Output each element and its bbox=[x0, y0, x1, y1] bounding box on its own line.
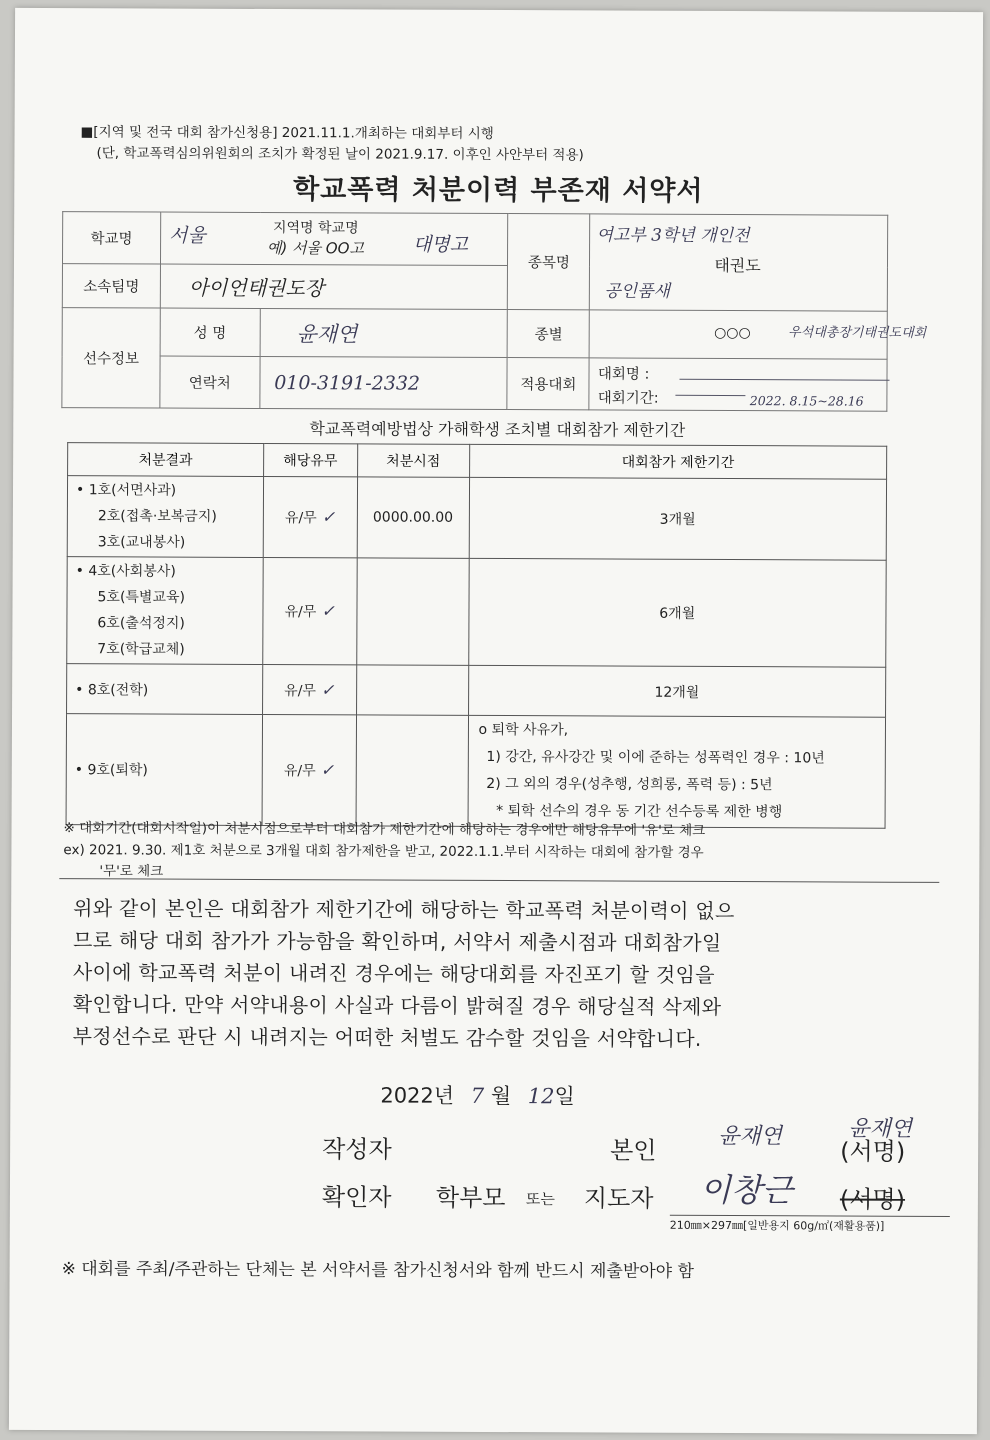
event-division-handwriting: 여고부 3학년 개인전 bbox=[596, 225, 750, 247]
self-signature: 윤재연 bbox=[848, 1116, 913, 1142]
measure-item: 6호(출석정지) bbox=[97, 615, 185, 632]
coach-signature: 이창근 bbox=[699, 1170, 793, 1210]
measure-item: • 8호(전학) bbox=[75, 681, 149, 698]
pledge-line: 므로 해당 대회 참가가 가능함을 확인하며, 서약서 제출시점과 대회참가일 bbox=[72, 928, 722, 955]
pledge-line: 위와 같이 본인은 대회참가 제한기간에 해당하는 학교폭력 처분이력이 없으 bbox=[73, 896, 735, 924]
table-row bbox=[67, 664, 263, 715]
expulsion-limit bbox=[468, 715, 886, 828]
date-month-handwriting: 7 bbox=[470, 1083, 485, 1108]
limit-period: 6개월 bbox=[468, 558, 886, 667]
date-day-handwriting: 12 bbox=[527, 1084, 555, 1109]
expulsion-line: 1) 강간, 유사강간 및 이에 준하는 성폭력인 경우 : 10년 bbox=[486, 748, 825, 767]
sign-label-2: (서명) bbox=[839, 1185, 906, 1214]
header-note-1: ■[지역 및 전국 대회 참가신청용] 2021.11.1.개최하는 대회부터 시행 bbox=[80, 124, 494, 142]
or-label: 또는 bbox=[525, 1190, 555, 1209]
team-label: 소속팀명 bbox=[62, 264, 160, 308]
document-title: 학교폭력 처분이력 부존재 서약서 bbox=[293, 174, 704, 207]
measure-item: 7호(학급교체) bbox=[97, 641, 185, 658]
self-label: 본인 bbox=[610, 1136, 657, 1165]
expulsion-line: 2) 그 외의 경우(성추행, 성희롱, 폭력 등) : 5년 bbox=[486, 775, 773, 794]
example-note: ex) 2021. 9.30. 제1호 처분으로 3개월 대회 참가제한을 받고, 2022.1.1.부터 시작하는 대회에 참가할 경우 bbox=[63, 842, 704, 861]
school-cell bbox=[160, 212, 508, 266]
paper-spec: 210㎜×297㎜[일반용지 60g/㎡(재활용품)] bbox=[669, 1218, 885, 1233]
divider bbox=[59, 878, 939, 883]
expulsion-line: * 퇴학 선수의 경우 동 기간 선수등록 제한 병행 bbox=[496, 803, 783, 821]
contact-handwriting: 010-3191-2332 bbox=[274, 371, 421, 395]
pledge-text bbox=[73, 892, 735, 1055]
example-note-cont: '무'로 체크 bbox=[99, 863, 164, 880]
col-limit: 대회참가 제한기간 bbox=[469, 444, 887, 479]
category-cell bbox=[589, 310, 927, 359]
school-name-handwriting: 대명고 bbox=[412, 233, 469, 256]
document-page bbox=[9, 8, 983, 1434]
applicable-checkbox[interactable]: 유/무 ✓ bbox=[262, 664, 356, 714]
coach-label: 지도자 bbox=[583, 1184, 654, 1213]
pledge-line: 확인합니다. 만약 서약내용이 사실과 다름이 밝혀질 경우 해당실적 삭제와 bbox=[72, 992, 722, 1019]
measure-date: 0000.00.00 bbox=[357, 477, 469, 558]
col-applicable: 해당유무 bbox=[263, 443, 357, 476]
measure-date bbox=[356, 665, 468, 715]
meet-date-strikeout bbox=[676, 385, 746, 396]
check-note: ※ 대회기간(대회시작일)이 처분시점으로부터 대회참가 제한기간에 해당하는 경우에만 해당유무에 '유'로 체크 bbox=[63, 820, 706, 839]
applicant-info-table bbox=[61, 211, 927, 412]
table-row bbox=[67, 476, 263, 558]
meet-date-label: 대회기간: bbox=[597, 390, 659, 407]
measure-item: 5호(특별교육) bbox=[97, 589, 186, 606]
date-day-unit: 일 bbox=[554, 1084, 575, 1109]
category-label: 종별 bbox=[508, 310, 590, 358]
category-placeholder: ○○○ bbox=[714, 324, 751, 342]
team-name-handwriting: 아이언태권도장 bbox=[160, 264, 508, 310]
player-info-label: 선수정보 bbox=[62, 308, 160, 408]
measure-item: 3호(교내봉사) bbox=[97, 534, 186, 551]
self-name-handwriting: 윤재연 bbox=[718, 1123, 783, 1150]
measure-item: • 4호(사회봉사) bbox=[75, 563, 176, 580]
meet-name-strikeout bbox=[680, 361, 890, 381]
measure-item: • 1호(서면사과) bbox=[75, 482, 177, 499]
meet-date-handwriting: 2022. 8.15~28.16 bbox=[749, 393, 864, 409]
table-row bbox=[67, 557, 263, 665]
pledge-line: 사이에 학교폭력 처분이 내려진 경우에는 해당대회를 자진포기 할 것임을 bbox=[72, 960, 715, 987]
restriction-table bbox=[66, 442, 888, 829]
name-cell bbox=[260, 308, 508, 357]
confirm-label: 확인자 bbox=[321, 1183, 392, 1212]
event-sport: 태권도 bbox=[714, 255, 761, 276]
name-handwriting: 윤재연 bbox=[296, 321, 358, 346]
table-row bbox=[66, 714, 262, 826]
school-example: 예) 서울 OO고 bbox=[266, 238, 364, 258]
footer-note: ※ 대회를 주최/주관하는 단체는 본 서약서를 참가신청서와 함께 반드시 제출받아야 함 bbox=[61, 1259, 695, 1282]
measure-date bbox=[356, 715, 468, 826]
school-hint: 지역명 학교명 bbox=[272, 220, 359, 237]
author-label: 작성자 bbox=[322, 1135, 392, 1164]
contact-label: 연락처 bbox=[160, 356, 260, 408]
meet-name-label: 대회명 : bbox=[597, 366, 650, 383]
event-poomsae-handwriting: 공인품새 bbox=[604, 281, 671, 302]
applicable-checkbox[interactable]: 유/무 ✓ bbox=[263, 557, 357, 664]
contact-cell bbox=[260, 356, 508, 409]
school-label: 학교명 bbox=[62, 212, 160, 264]
measure-item: • 9호(퇴학) bbox=[74, 762, 148, 779]
header-note-2: (단, 학교폭력심의위원회의 조치가 확정된 날이 2021.9.17. 이후인 사안부터 적용) bbox=[96, 145, 584, 164]
applicable-checkbox[interactable]: 유/무 ✓ bbox=[263, 476, 357, 557]
event-cell bbox=[590, 214, 888, 311]
applicable-checkbox[interactable]: 유/무 ✓ bbox=[262, 714, 356, 825]
pledge-line: 부정선수로 판단 시 내려지는 어떠한 처벌도 감수할 것임을 서약합니다. bbox=[72, 1024, 702, 1051]
col-result: 처분결과 bbox=[68, 443, 264, 477]
school-region-handwriting: 서울 bbox=[168, 224, 206, 247]
event-label: 종목명 bbox=[508, 214, 590, 310]
name-label: 성 명 bbox=[160, 308, 260, 356]
rules-heading: 학교폭력예방법상 가해학생 조치별 대회참가 제한기간 bbox=[309, 419, 686, 440]
limit-period: 3개월 bbox=[469, 477, 887, 560]
meet-cell bbox=[589, 358, 887, 411]
pledge-date bbox=[380, 1079, 575, 1110]
col-date: 처분시점 bbox=[357, 444, 469, 477]
apply-label: 적용대회 bbox=[507, 358, 589, 410]
sign-label: (서명) bbox=[840, 1137, 906, 1166]
category-handwriting: 우석대총장기태권도대회 bbox=[788, 325, 927, 341]
date-year: 2022년 bbox=[380, 1083, 455, 1108]
parent-label: 학부모 bbox=[435, 1183, 506, 1213]
measure-item: 2호(접촉·보복금지) bbox=[97, 508, 217, 525]
expulsion-line: o 퇴학 사유가, bbox=[478, 721, 569, 739]
date-month-unit: 월 bbox=[490, 1083, 512, 1109]
measure-date bbox=[356, 558, 468, 665]
limit-period: 12개월 bbox=[468, 665, 886, 717]
